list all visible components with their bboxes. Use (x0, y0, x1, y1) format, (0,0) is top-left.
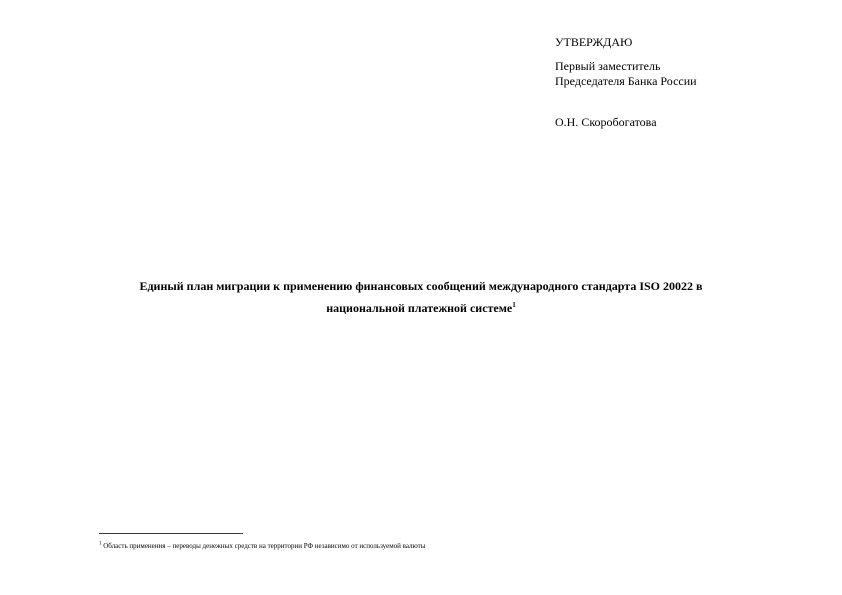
document-title-line-1: Единый план миграции к применению финансовых сообщений международного стандарта ISO 20022 в (139, 279, 703, 293)
footnote (99, 542, 799, 551)
document-title-line-2 (40, 297, 802, 319)
approval-stamp: УТВЕРЖДАЮ (555, 35, 633, 49)
approval-block (555, 35, 825, 130)
approver-position-line-1: Первый заместитель (555, 59, 661, 73)
document-title-line-2-text: национальной платежной системе (326, 301, 513, 315)
document-title (40, 275, 802, 319)
approver-position-line-2: Председателя Банка России (555, 74, 697, 88)
footnote-mark: 1 (99, 541, 102, 547)
footnote-separator (99, 533, 243, 534)
footnote-text: Область применения – переводы денежных средств на территории РФ независимо от используемой валюты (101, 542, 426, 550)
footnote-reference[interactable]: 1 (512, 301, 516, 309)
approver-name: О.Н. Скоробогатова (555, 115, 657, 129)
